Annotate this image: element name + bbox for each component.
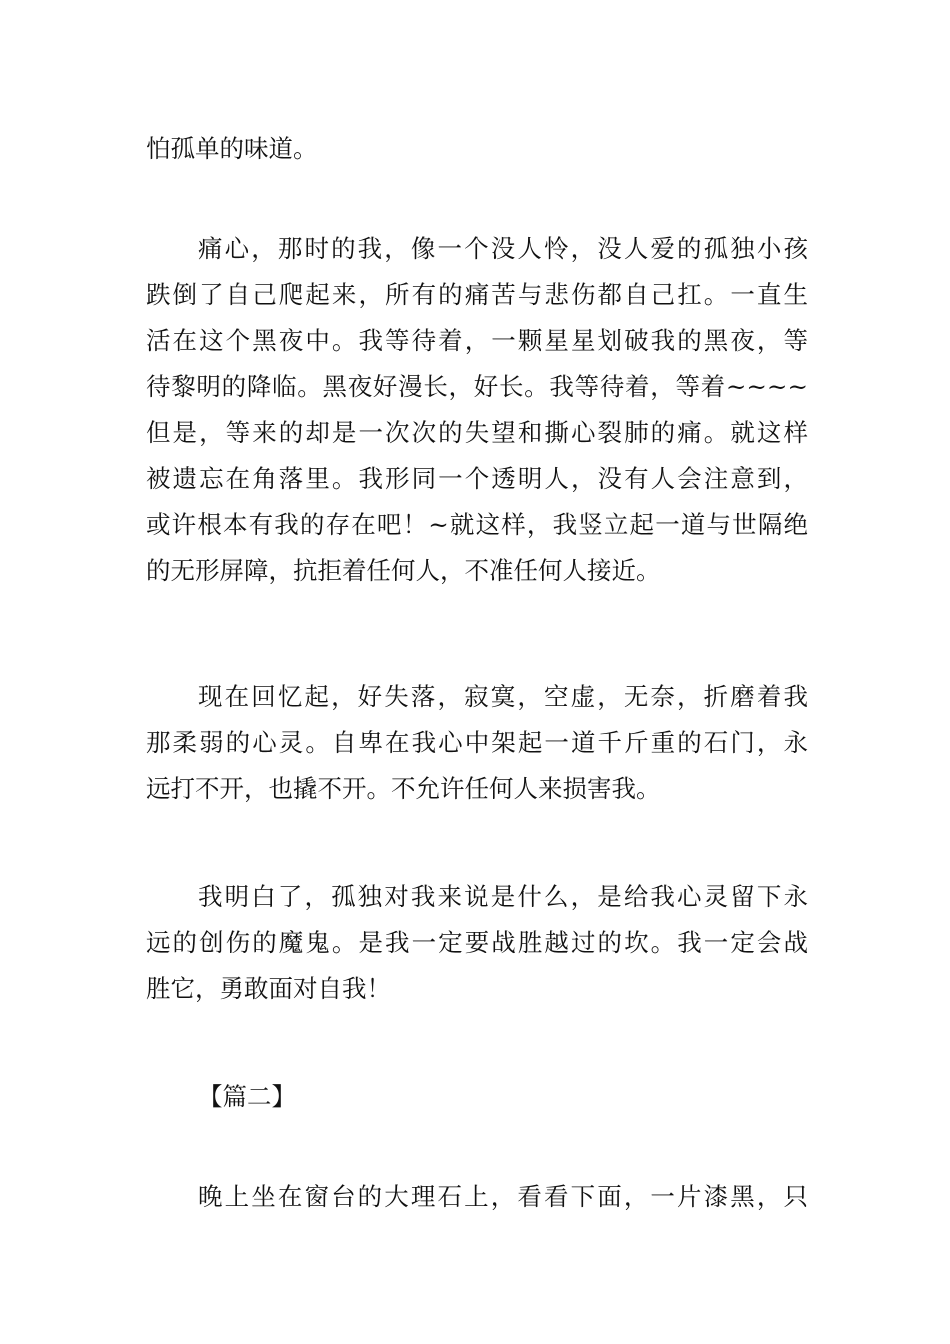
text-line: 现在回忆起，好失落，寂寞，空虚，无奈，折磨着我 — [198, 682, 808, 711]
text-line: 那柔弱的心灵。自卑在我心中架起一道千斤重的石门，永 — [146, 728, 808, 757]
paragraph-recollection — [146, 674, 808, 812]
text-line: 胜它，勇敢面对自我！ — [146, 974, 391, 1003]
paragraph-heartache — [146, 226, 808, 594]
section-title: 【篇二】 — [198, 1082, 296, 1111]
paragraph-continuation — [146, 126, 808, 172]
text-line: 晚上坐在窗台的大理石上，看看下面，一片漆黑，只 — [198, 1182, 808, 1211]
text-line: 被遗忘在角落里。我形同一个透明人，没有人会注意到， — [146, 464, 808, 493]
section-heading — [146, 1074, 808, 1120]
text-line: 但是，等来的却是一次次的失望和撕心裂肺的痛。就这样 — [146, 418, 808, 447]
text-line: 待黎明的降临。黑夜好漫长，好长。我等待着，等着~~~~ — [146, 372, 808, 401]
text-line: 或许根本有我的存在吧！~就这样，我竖立起一道与世隔绝 — [146, 510, 808, 539]
text-line: 远的创伤的魔鬼。是我一定要战胜越过的坎。我一定会战 — [146, 928, 808, 957]
text-line: 的无形屏障，抗拒着任何人，不准任何人接近。 — [146, 556, 661, 585]
text-line: 我明白了，孤独对我来说是什么，是给我心灵留下永 — [198, 882, 808, 911]
text-line: 活在这个黑夜中。我等待着，一颗星星划破我的黑夜，等 — [146, 326, 808, 355]
paragraph-understanding — [146, 874, 808, 1012]
paragraph-windowsill — [146, 1174, 808, 1220]
text-line: 跌倒了自己爬起来，所有的痛苦与悲伤都自己扛。一直生 — [146, 280, 808, 309]
text-line: 怕孤单的味道。 — [146, 134, 318, 163]
text-line: 远打不开，也撬不开。不允许任何人来损害我。 — [146, 774, 661, 803]
text-line: 痛心，那时的我，像一个没人怜，没人爱的孤独小孩 — [198, 234, 808, 263]
